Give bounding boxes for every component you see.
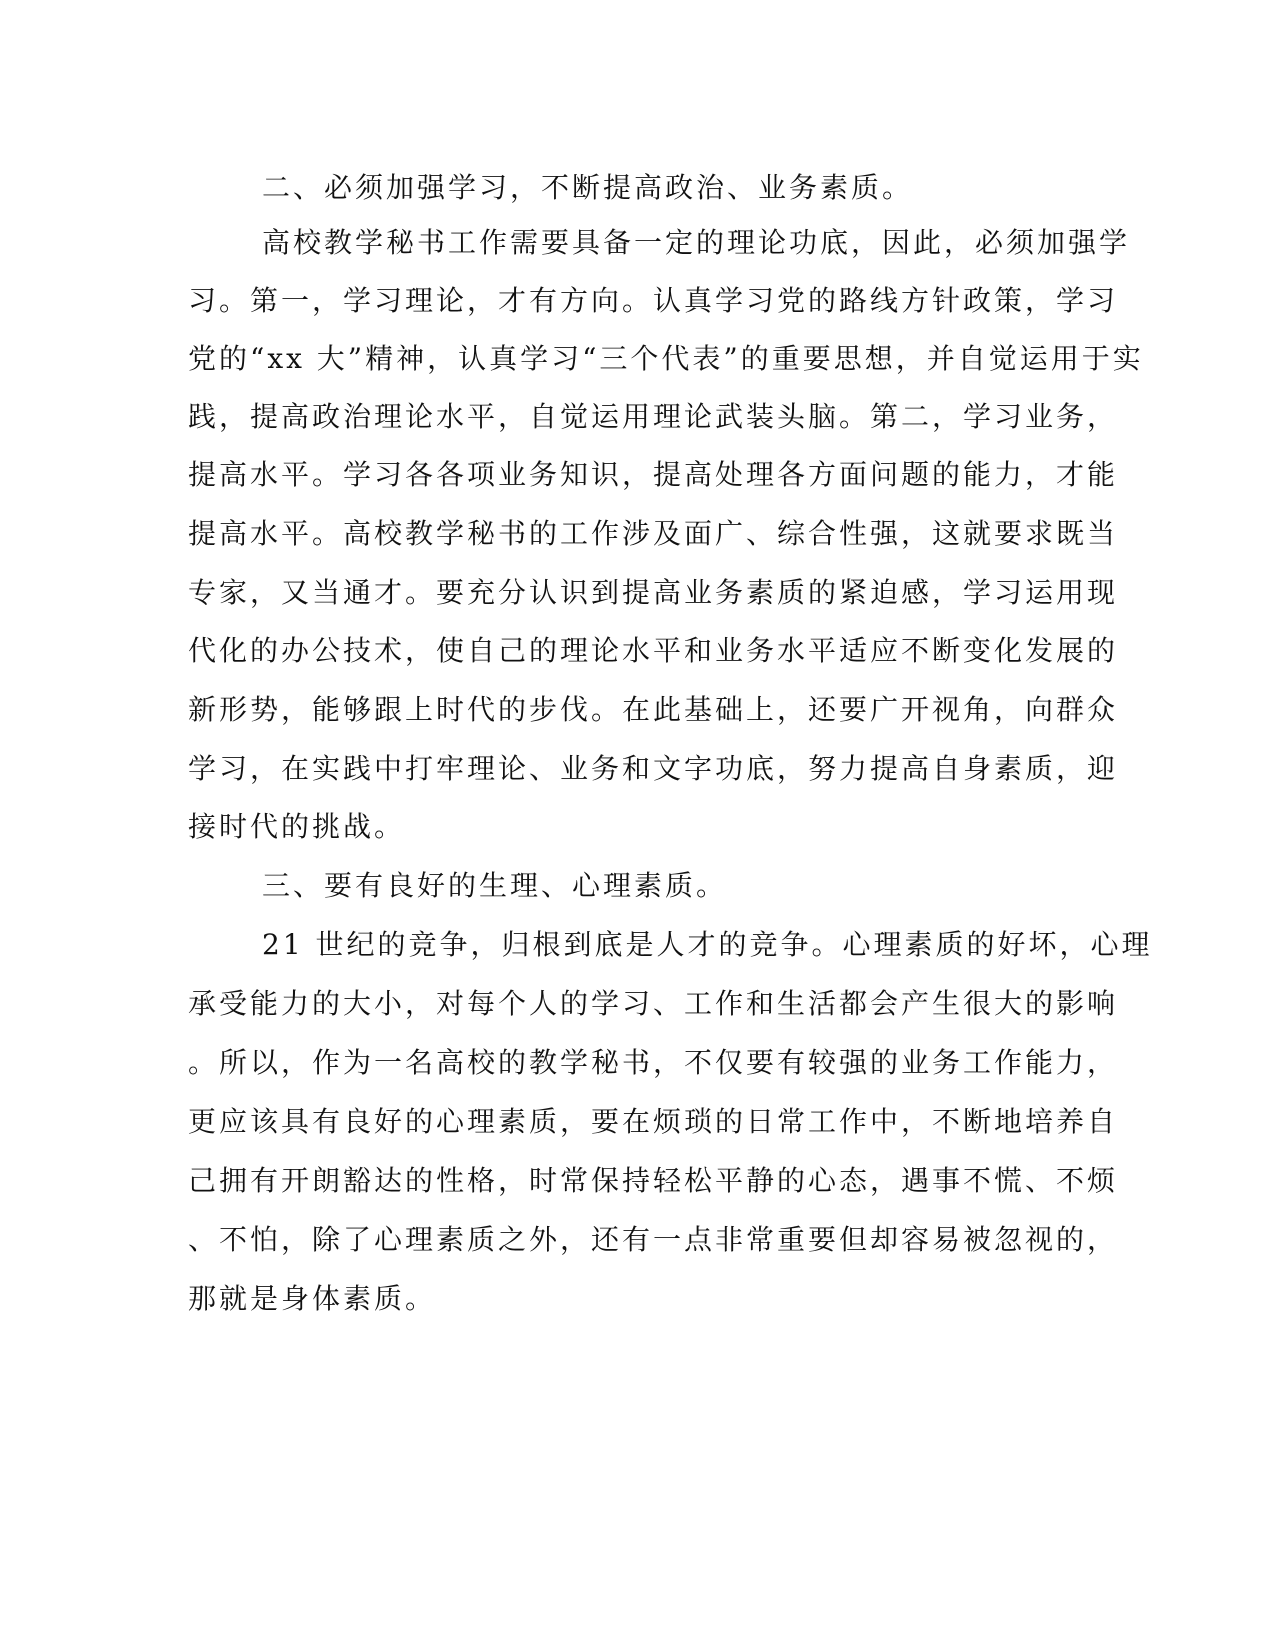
paragraph-line: 更应该具有良好的心理素质，要在烦琐的日常工作中，不断地培养自 bbox=[188, 1105, 1119, 1138]
paragraph-line: 提高水平。高校教学秘书的工作涉及面广、综合性强，这就要求既当 bbox=[188, 517, 1119, 550]
paragraph-line: 代化的办公技术，使自己的理论水平和业务水平适应不断变化发展的 bbox=[188, 634, 1119, 667]
paragraph-line: 高校教学秘书工作需要具备一定的理论功底，因此，必须加强学 bbox=[262, 226, 1131, 259]
paragraph-line: 提高水平。学习各各项业务知识，提高处理各方面问题的能力，才能 bbox=[188, 458, 1119, 491]
paragraph-line: 那就是身体素质。 bbox=[188, 1282, 437, 1315]
paragraph-line: 新形势，能够跟上时代的步伐。在此基础上，还要广开视角，向群众 bbox=[188, 693, 1119, 726]
paragraph-line: 21 世纪的竞争，归根到底是人才的竞争。心理素质的好坏，心理 bbox=[262, 928, 1153, 961]
section-heading-two: 二、必须加强学习，不断提高政治、业务素质。 bbox=[262, 171, 914, 204]
paragraph-line: 。所以，作为一名高校的教学秘书，不仅要有较强的业务工作能力， bbox=[188, 1046, 1119, 1079]
paragraph-line: 党的“xx 大”精神，认真学习“三个代表”的重要思想，并自觉运用于实 bbox=[188, 342, 1144, 375]
paragraph-line: 承受能力的大小，对每个人的学习、工作和生活都会产生很大的影响 bbox=[188, 987, 1119, 1020]
paragraph-line: 践，提高政治理论水平，自觉运用理论武装头脑。第二，学习业务， bbox=[188, 400, 1119, 433]
section-heading-three: 三、要有良好的生理、心理素质。 bbox=[262, 869, 728, 902]
paragraph-line: 学习，在实践中打牢理论、业务和文字功底，努力提高自身素质，迎 bbox=[188, 752, 1119, 785]
paragraph-line: 习。第一，学习理论，才有方向。认真学习党的路线方针政策，学习 bbox=[188, 284, 1119, 317]
paragraph-line: 、不怕，除了心理素质之外，还有一点非常重要但却容易被忽视的， bbox=[188, 1223, 1119, 1256]
paragraph-line: 接时代的挑战。 bbox=[188, 810, 406, 843]
paragraph-line: 专家，又当通才。要充分认识到提高业务素质的紧迫感，学习运用现 bbox=[188, 576, 1119, 609]
paragraph-line: 己拥有开朗豁达的性格，时常保持轻松平静的心态，遇事不慌、不烦 bbox=[188, 1164, 1119, 1197]
